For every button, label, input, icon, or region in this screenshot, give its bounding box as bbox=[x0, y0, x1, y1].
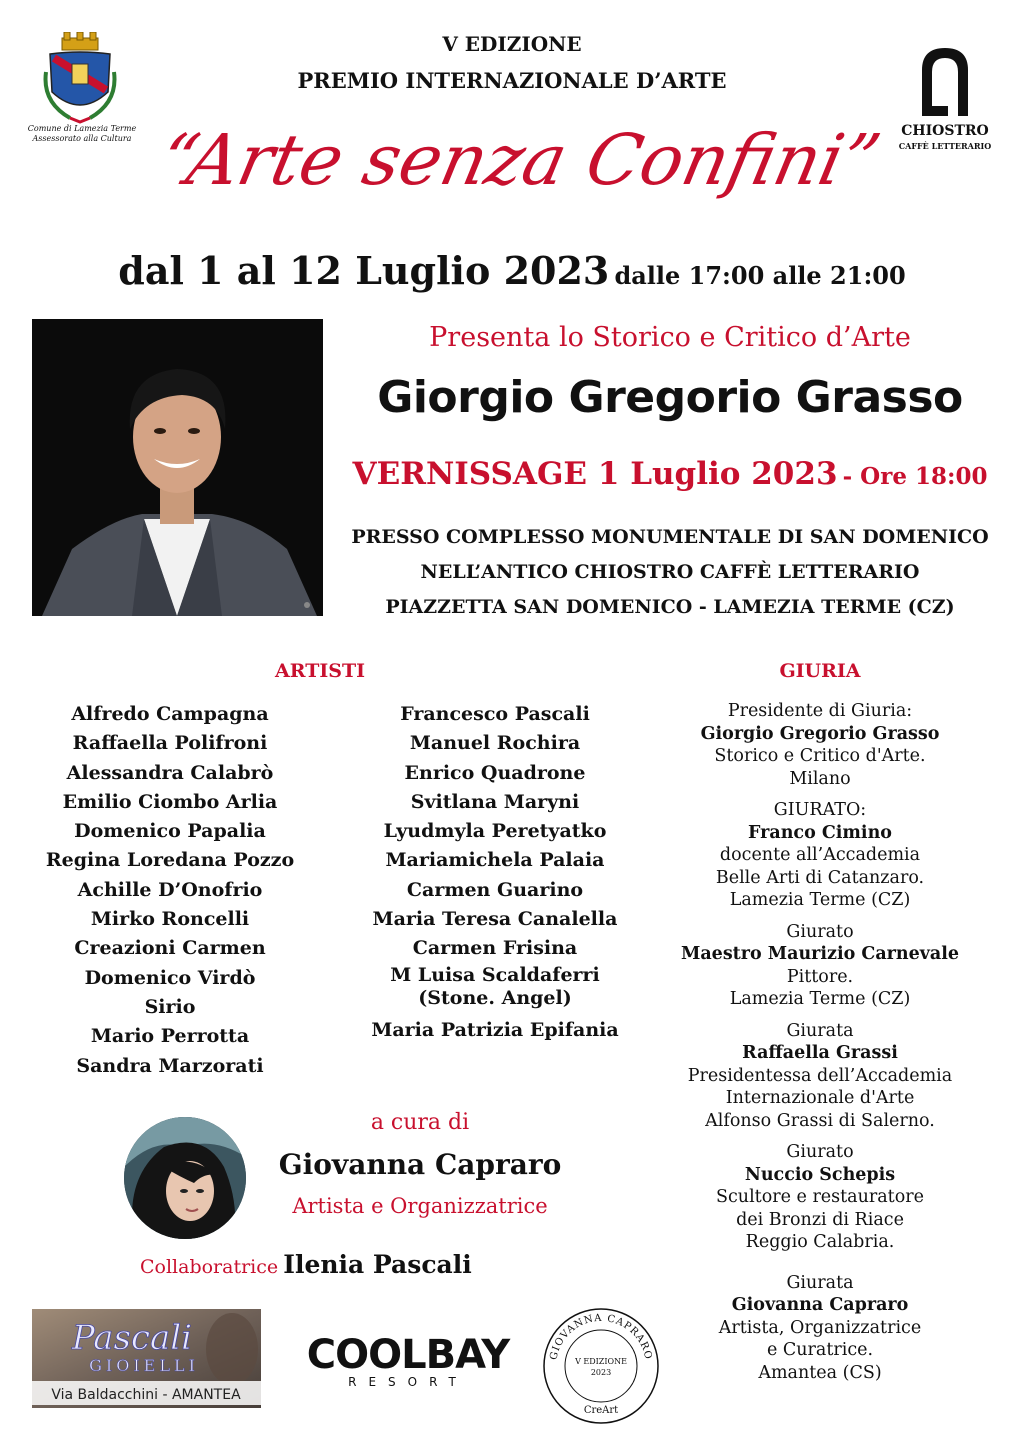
svg-text:2023: 2023 bbox=[590, 1368, 612, 1377]
artist-item: Achille D’Onofrio bbox=[77, 878, 263, 901]
critic-name: Giorgio Gregorio Grasso bbox=[377, 372, 963, 423]
jury-detail: Alfonso Grassi di Salerno. bbox=[705, 1110, 935, 1131]
jury-detail: Lamezia Terme (CZ) bbox=[729, 890, 911, 910]
svg-text:“Arte senza Confini”: “Arte senza Confini” bbox=[153, 118, 888, 201]
artist-item: Sirio bbox=[144, 995, 196, 1018]
svg-text:Pascali: Pascali bbox=[71, 1318, 193, 1358]
pascali-gioielli-logo bbox=[32, 1309, 261, 1408]
artist-item: Domenico Virdò bbox=[84, 966, 256, 989]
jury-role: Giurata bbox=[786, 1020, 854, 1041]
artist-item-two-line bbox=[345, 964, 645, 1016]
jury-detail: docente all’Accademia bbox=[719, 845, 921, 865]
curator-photo bbox=[124, 1117, 246, 1239]
coolbay-resort-logo bbox=[288, 1330, 528, 1390]
artist-item: Regina Loredana Pozzo bbox=[45, 849, 295, 872]
vernissage-line bbox=[340, 456, 1000, 492]
artists-column-2 bbox=[345, 700, 645, 1045]
jury-name: Raffaella Grassi bbox=[742, 1043, 898, 1063]
artist-alias: (Stone. Angel) bbox=[418, 986, 572, 1009]
jury-member bbox=[660, 799, 980, 912]
jury-detail: Presidentessa dell’Accademia bbox=[687, 1065, 953, 1086]
jury-detail: Belle Arti di Catanzaro. bbox=[715, 867, 925, 888]
vernissage-date: VERNISSAGE 1 Luglio 2023 bbox=[352, 456, 838, 492]
jury-role: Giurato bbox=[786, 921, 854, 942]
svg-text:V EDIZIONE: V EDIZIONE bbox=[575, 1357, 627, 1366]
vernissage-time: - Ore 18:00 bbox=[842, 463, 988, 490]
jury-detail: Pittore. bbox=[786, 966, 854, 987]
creart-seal-logo bbox=[542, 1307, 660, 1425]
jury-name: Maestro Maurizio Carnevale bbox=[680, 944, 960, 964]
artist-item: Svitlana Maryni bbox=[410, 790, 580, 813]
jury-member bbox=[660, 1020, 980, 1133]
critic-photo bbox=[32, 319, 323, 616]
curator-role: Artista e Organizzatrice bbox=[292, 1194, 548, 1218]
artist-name: M Luisa Scaldaferri bbox=[390, 963, 600, 986]
artist-item: Manuel Rochira bbox=[409, 732, 581, 755]
artist-item: Mirko Roncelli bbox=[90, 908, 250, 931]
svg-text:GIOVANNA CAPRARO: GIOVANNA CAPRARO bbox=[548, 1312, 654, 1362]
jury-name: Nuccio Schepis bbox=[744, 1164, 896, 1185]
prize-label: PREMIO INTERNAZIONALE D’ARTE bbox=[297, 68, 727, 93]
artist-item: Maria Patrizia Epifania bbox=[371, 1018, 619, 1041]
jury-member bbox=[660, 700, 980, 790]
svg-text:Via Baldacchini - AMANTEA: Via Baldacchini - AMANTEA bbox=[51, 1387, 241, 1403]
svg-text:CreArt: CreArt bbox=[583, 1405, 619, 1416]
jury-role: Giurato bbox=[786, 1142, 854, 1162]
collaborator-line bbox=[140, 1250, 540, 1279]
jury-role: Giurata bbox=[786, 1272, 854, 1293]
artist-item: Sandra Marzorati bbox=[76, 1054, 264, 1077]
svg-text:GIOIELLI: GIOIELLI bbox=[89, 1356, 199, 1375]
comune-line-2: Assessorato alla Cultura bbox=[32, 134, 132, 143]
venue-line-3: PIAZZETTA SAN DOMENICO - LAMEZIA TERME (CZ) bbox=[385, 596, 955, 618]
artist-item: Enrico Quadrone bbox=[404, 761, 586, 784]
curated-by-label: a cura di bbox=[370, 1110, 470, 1135]
jury-detail: Amantea (CS) bbox=[758, 1362, 882, 1383]
date-range: dal 1 al 12 Luglio 2023 bbox=[118, 248, 610, 293]
event-dates bbox=[0, 248, 1024, 293]
jury-member bbox=[660, 921, 980, 1011]
artists-column-1 bbox=[30, 700, 310, 1081]
jury-heading: GIURIA bbox=[779, 660, 861, 682]
jury-detail: Artista, Organizzatrice bbox=[718, 1317, 922, 1338]
chiostro-name: CHIOSTRO bbox=[901, 123, 989, 139]
jury-detail: Scultore e restauratore bbox=[716, 1187, 924, 1207]
jury-name: Giovanna Capraro bbox=[731, 1295, 909, 1315]
jury-name: Franco Cimino bbox=[748, 822, 892, 843]
collaborator-name: Ilenia Pascali bbox=[283, 1250, 472, 1279]
artist-item: Mario Perrotta bbox=[90, 1025, 250, 1048]
svg-text:RESORT: RESORT bbox=[348, 1375, 468, 1389]
collaborator-label: Collaboratrice bbox=[140, 1256, 279, 1278]
artist-item: Creazioni Carmen bbox=[74, 937, 266, 960]
artist-item: Mariamichela Palaia bbox=[385, 849, 605, 872]
artist-item: Domenico Papalia bbox=[74, 820, 266, 843]
jury-role: Presidente di Giuria: bbox=[727, 701, 913, 721]
jury-detail: Milano bbox=[789, 768, 851, 789]
artist-item: Carmen Guarino bbox=[406, 878, 584, 901]
venue-line-2: NELL’ANTICO CHIOSTRO CAFFÈ LETTERARIO bbox=[420, 561, 920, 583]
jury-name: Giorgio Gregorio Grasso bbox=[700, 723, 940, 744]
jury-member bbox=[660, 1272, 980, 1385]
artist-item: Francesco Pascali bbox=[400, 703, 590, 725]
comune-caption bbox=[22, 124, 142, 144]
jury-member bbox=[660, 1141, 980, 1254]
jury-role: GIURATO: bbox=[773, 800, 867, 820]
jury-detail: dei Bronzi di Riace bbox=[736, 1209, 904, 1230]
jury-detail: e Curatrice. bbox=[766, 1340, 874, 1360]
jury-detail: Internazionale d'Arte bbox=[725, 1088, 915, 1108]
comune-line-1: Comune di Lamezia Terme bbox=[27, 124, 137, 133]
artist-item: Raffaella Polifroni bbox=[72, 732, 268, 755]
artists-heading: ARTISTI bbox=[275, 660, 365, 682]
venue-line-1: PRESSO COMPLESSO MONUMENTALE DI SAN DOMENICO bbox=[351, 526, 989, 548]
artist-item: Lyudmyla Peretyatko bbox=[383, 820, 607, 843]
chiostro-logo bbox=[918, 44, 972, 116]
edition-label: V EDIZIONE bbox=[442, 32, 582, 56]
presents-label: Presenta lo Storico e Critico d’Arte bbox=[429, 322, 911, 353]
curator-name: Giovanna Capraro bbox=[278, 1148, 562, 1181]
artist-item: Alessandra Calabrò bbox=[66, 761, 274, 784]
jury-list bbox=[660, 700, 980, 1393]
jury-detail: Reggio Calabria. bbox=[745, 1232, 895, 1252]
artist-item: Carmen Frisina bbox=[412, 937, 578, 960]
jury-detail: Storico e Critico d'Arte. bbox=[714, 746, 926, 766]
chiostro-subtitle: CAFFÈ LETTERARIO bbox=[898, 141, 992, 151]
artist-item: Alfredo Campagna bbox=[71, 703, 269, 725]
jury-detail: Lamezia Terme (CZ) bbox=[729, 989, 911, 1009]
artist-item: Maria Teresa Canalella bbox=[372, 908, 618, 931]
opening-hours: dalle 17:00 alle 21:00 bbox=[614, 261, 906, 290]
event-title bbox=[130, 100, 900, 210]
artist-item: Emilio Ciombo Arlia bbox=[62, 790, 278, 813]
svg-text:COOLBAY: COOLBAY bbox=[306, 1332, 510, 1378]
